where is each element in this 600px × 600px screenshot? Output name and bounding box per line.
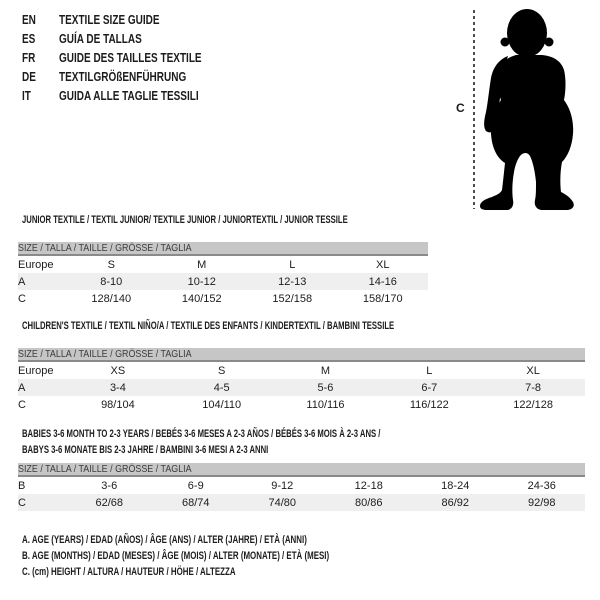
section-title-text: BABIES 3-6 MONTH TO 2-3 YEARS / BEBÉS 3-6 MESES A 2-3 AÑOS / BÉBÉS 3-6 MOIS À 2-3 ANS / xyxy=(22,428,381,440)
table-header-row xyxy=(18,463,585,476)
table-header-row xyxy=(18,242,428,255)
table-cell: 68/74 xyxy=(153,494,240,511)
table-cell: 3-6 xyxy=(101,479,118,492)
language-row xyxy=(22,49,237,68)
size-header-text: SIZE / TALLA / TAILLE / GRÖSSE / TAGLIA xyxy=(18,463,192,475)
row-label: C xyxy=(18,398,26,411)
table-row xyxy=(18,494,585,511)
language-code: EN xyxy=(22,13,36,27)
language-code: IT xyxy=(22,89,31,103)
section-title-babies xyxy=(22,426,534,458)
language-list xyxy=(22,11,237,106)
table-cell: 9-12 xyxy=(271,479,294,492)
size-header-band xyxy=(18,348,585,361)
size-table-junior xyxy=(18,242,428,307)
table-cell: 158/170 xyxy=(362,292,403,305)
language-label: GUIDA ALLE TAGLIE TESSILI xyxy=(59,89,199,103)
table-cell: 74/80 xyxy=(239,494,326,511)
footnote-a xyxy=(22,532,449,548)
row-label: C xyxy=(18,494,66,511)
table-cell: 104/110 xyxy=(202,398,242,411)
table-cell: 6-7 xyxy=(377,379,481,396)
table-cell: M xyxy=(197,258,207,271)
table-cell: 4-5 xyxy=(170,379,274,396)
table-cell: L xyxy=(426,364,433,377)
section-title-text: BABYS 3-6 MONATE BIS 2-3 JAHRE / BAMBINI 3-6 MESI A 2-3 ANNI xyxy=(22,444,269,456)
size-header-text: SIZE / TALLA / TAILLE / GRÖSSE / TAGLIA xyxy=(18,242,192,254)
table-row xyxy=(18,476,585,494)
table-row xyxy=(18,273,428,290)
table-cell: S xyxy=(218,364,226,377)
height-measure-line xyxy=(473,10,475,209)
section-title-text: JUNIOR TEXTILE / TEXTIL JUNIOR/ TEXTILE JUNIOR / JUNIORTEXTIL / JUNIOR TESSILE xyxy=(22,214,348,226)
table-cell: 8-10 xyxy=(66,273,157,290)
baby-silhouette-icon xyxy=(478,0,578,213)
size-header-band xyxy=(18,463,585,476)
table-cell: 140/152 xyxy=(181,292,222,305)
table-cell: 12-18 xyxy=(354,479,383,492)
size-table-babies xyxy=(18,463,585,511)
table-cell: XL xyxy=(526,364,540,377)
table-cell: 10-12 xyxy=(157,273,248,290)
table-cell: 62/68 xyxy=(66,494,153,511)
language-row xyxy=(22,11,237,30)
table-row xyxy=(18,255,428,273)
table-cell: XS xyxy=(110,364,126,377)
row-label: C xyxy=(18,292,26,305)
table-cell: 5-6 xyxy=(274,379,378,396)
size-header-band xyxy=(18,242,428,255)
row-label: A xyxy=(18,273,66,290)
table-cell: 86/92 xyxy=(412,494,499,511)
language-label: TEXTILGRÖßENFÜHRUNG xyxy=(59,70,187,84)
table-row xyxy=(18,290,428,307)
table-cell: 116/122 xyxy=(409,398,449,411)
table-header-row xyxy=(18,348,585,361)
table-cell: 92/98 xyxy=(499,494,586,511)
language-label: TEXTILE SIZE GUIDE xyxy=(59,13,160,27)
table-cell: 128/140 xyxy=(91,292,132,305)
table-row xyxy=(18,396,585,413)
table-cell: M xyxy=(320,364,331,377)
table-cell: L xyxy=(289,258,296,271)
table-cell: S xyxy=(107,258,115,271)
table-cell: 110/116 xyxy=(306,398,345,411)
language-code: FR xyxy=(22,51,36,65)
footnote-text: B. AGE (MONTHS) / EDAD (MESES) / ÂGE (MOIS) / ALTER (MONATE) / ETÀ (MESI) xyxy=(22,550,330,562)
table-cell: 122/128 xyxy=(513,398,553,411)
language-row xyxy=(22,68,237,87)
language-label: GUÍA DE TALLAS xyxy=(59,32,142,46)
table-cell: 12-13 xyxy=(247,273,338,290)
row-label: A xyxy=(18,379,66,396)
table-row xyxy=(18,379,585,396)
footnote-text: C. (cm) HEIGHT / ALTURA / HAUTEUR / HÖHE / ALTEZZA xyxy=(22,566,236,578)
table-cell: 3-4 xyxy=(66,379,170,396)
footnote-text: A. AGE (YEARS) / EDAD (AÑOS) / ÂGE (ANS) / ALTER (JAHRE) / ETÀ (ANNI) xyxy=(22,534,307,546)
table-cell: 152/158 xyxy=(272,292,313,305)
section-title-junior xyxy=(22,214,487,226)
table-cell: 7-8 xyxy=(481,379,585,396)
table-row xyxy=(18,361,585,379)
row-label: Europe xyxy=(18,364,54,377)
table-cell: 14-16 xyxy=(338,273,429,290)
table-cell: 24-36 xyxy=(527,479,556,492)
footnotes xyxy=(22,532,449,580)
section-title-children xyxy=(22,320,554,332)
footnote-c xyxy=(22,564,449,580)
table-cell: 80/86 xyxy=(326,494,413,511)
table-cell: 98/104 xyxy=(101,398,135,411)
table-cell: XL xyxy=(376,258,390,271)
language-row xyxy=(22,30,237,49)
row-label: Europe xyxy=(18,258,54,271)
height-measure-label: C xyxy=(456,101,465,115)
footnote-b xyxy=(22,548,449,564)
size-header-text: SIZE / TALLA / TAILLE / GRÖSSE / TAGLIA xyxy=(18,348,192,360)
language-label: GUIDE DES TAILLES TEXTILE xyxy=(59,51,202,65)
table-cell: 6-9 xyxy=(187,479,204,492)
size-table-children xyxy=(18,348,585,413)
section-title-text: CHILDREN'S TEXTILE / TEXTIL NIÑO/A / TEXTILE DES ENFANTS / KINDERTEXTIL / BAMBINI TESSILE xyxy=(22,320,395,332)
row-label: B xyxy=(18,479,26,492)
language-row xyxy=(22,87,237,106)
table-cell: 18-24 xyxy=(441,479,470,492)
language-code: DE xyxy=(22,70,36,84)
language-code: ES xyxy=(22,32,36,46)
